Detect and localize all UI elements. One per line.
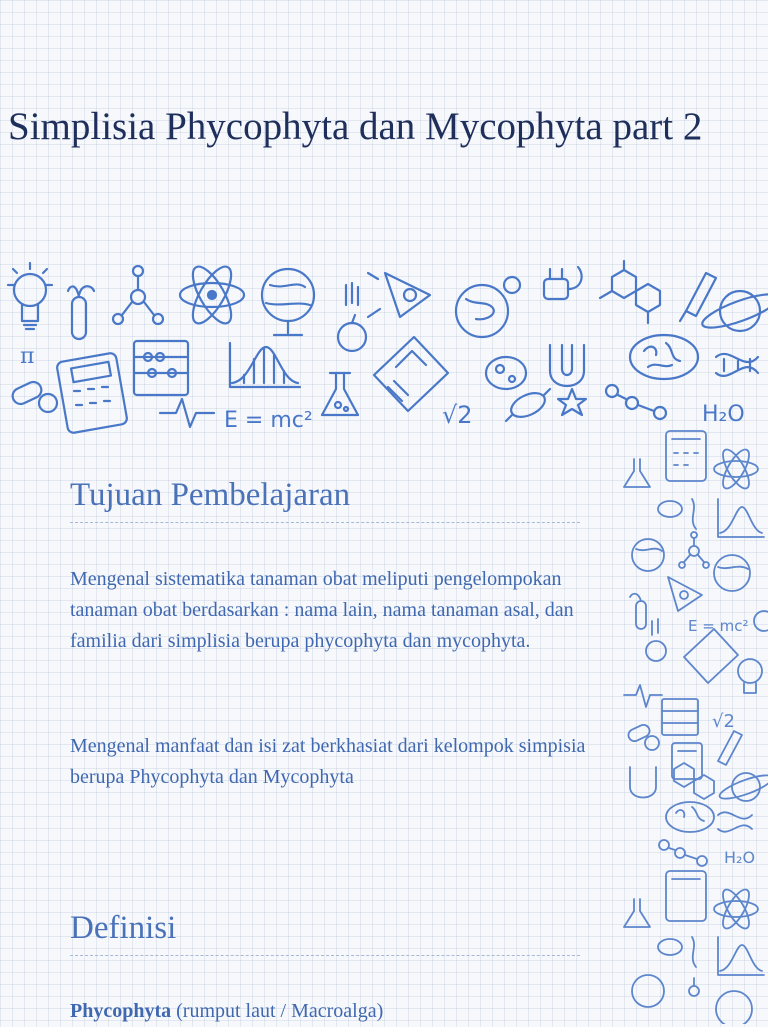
- abacus-icon: [662, 699, 698, 735]
- globe-icon: [632, 975, 664, 1007]
- small-molecule-icon: [659, 840, 707, 866]
- pills-icon: [10, 379, 57, 412]
- test-tube-plant-icon: [68, 286, 94, 339]
- bacteria-icon: [658, 499, 696, 529]
- bell-curve-graph-icon: [718, 937, 764, 975]
- heartbeat-icon: [624, 685, 662, 707]
- planet-icon: [456, 277, 520, 337]
- flask-icon: [624, 899, 650, 927]
- brain-icon: [666, 802, 714, 832]
- plug-icon: [544, 267, 582, 299]
- energy-formula: E = mc²: [224, 408, 313, 433]
- book-icon: [374, 337, 448, 411]
- magnet-icon: [550, 345, 584, 386]
- globe-icon: [262, 269, 314, 335]
- test-tube-plant-icon: [630, 594, 646, 629]
- molecule-icon: [679, 532, 709, 568]
- calculator-icon: [672, 743, 702, 779]
- light-bulb-icon: [738, 659, 762, 693]
- calculator-icon: [666, 431, 706, 481]
- small-molecule-icon: [606, 385, 666, 419]
- root-formula: √2: [442, 401, 473, 429]
- tujuan-paragraph-2: Mengenal manfaat dan isi zat berkhasiat dari kelompok simpisia berupa Phycophyta dan Mycophyta: [70, 735, 586, 788]
- atom-icon: [714, 886, 758, 932]
- molecule-icon: [113, 266, 163, 324]
- bell-curve-graph-icon: [718, 499, 764, 537]
- pipette-icon: [718, 731, 742, 765]
- atom-icon: [714, 446, 758, 492]
- globe-icon: [632, 539, 664, 571]
- bacteria-icon: [506, 388, 550, 421]
- tujuan-heading: Tujuan Pembelajaran: [70, 474, 580, 523]
- rocket-icon: [368, 273, 430, 317]
- flask-icon: [322, 373, 358, 415]
- apple-icon: [338, 283, 366, 351]
- slide-title: Simplisia Phycophyta dan Mycophyta part 2: [8, 105, 703, 148]
- calculator-icon: [666, 871, 706, 921]
- book-icon: [684, 629, 738, 683]
- hexagon-molecule-icon: [600, 261, 660, 323]
- light-bulb-icon: [8, 263, 52, 329]
- rocket-icon: [668, 577, 702, 611]
- flask-icon: [624, 459, 650, 487]
- saturn-icon: [717, 771, 768, 803]
- magnet-icon: [630, 767, 656, 798]
- pills-icon: [626, 723, 659, 750]
- molecule-icon: [689, 978, 699, 996]
- bell-curve-graph-icon: [230, 343, 300, 387]
- globe-icon: [714, 555, 750, 591]
- water-formula: H₂O: [702, 402, 745, 427]
- energy-formula-small: E = mc²: [688, 617, 749, 635]
- saturn-icon: [699, 288, 768, 334]
- science-doodle-band: [0, 255, 768, 435]
- definisi-term-note: (rumput laut / Macroalga): [176, 1000, 384, 1022]
- tujuan-paragraph-1: Mengenal sistematika tanaman obat meliputi pengelompokan tanaman obat berdasarkan : nama lain, nama tanaman asal, dan familia dari simplisia berupa phycophyta dan mycophyta.: [70, 568, 574, 652]
- science-doodle-side-panel: [618, 425, 768, 1024]
- definisi-paragraph: [70, 996, 610, 1027]
- apple-icon: [646, 619, 666, 661]
- bacteria-icon: [658, 937, 696, 967]
- dna-icon: [718, 812, 752, 831]
- definisi-heading: Definisi: [70, 907, 580, 956]
- abacus-icon: [134, 341, 188, 395]
- saturn-icon: [754, 611, 768, 631]
- definisi-term: Phycophyta: [70, 1000, 172, 1022]
- dna-icon: [716, 354, 758, 376]
- calculator-icon: [56, 352, 128, 433]
- pi-symbol: π: [20, 344, 35, 369]
- hexagon-molecule-icon: [674, 763, 714, 799]
- virus-icon: [486, 357, 526, 389]
- heartbeat-icon: [160, 399, 214, 427]
- root-formula-small: √2: [712, 711, 735, 732]
- star-icon: [558, 389, 586, 415]
- atom-icon: [180, 261, 244, 328]
- brain-icon: [630, 335, 698, 379]
- globe-icon: [716, 991, 752, 1024]
- water-formula-small: H₂O: [724, 848, 756, 867]
